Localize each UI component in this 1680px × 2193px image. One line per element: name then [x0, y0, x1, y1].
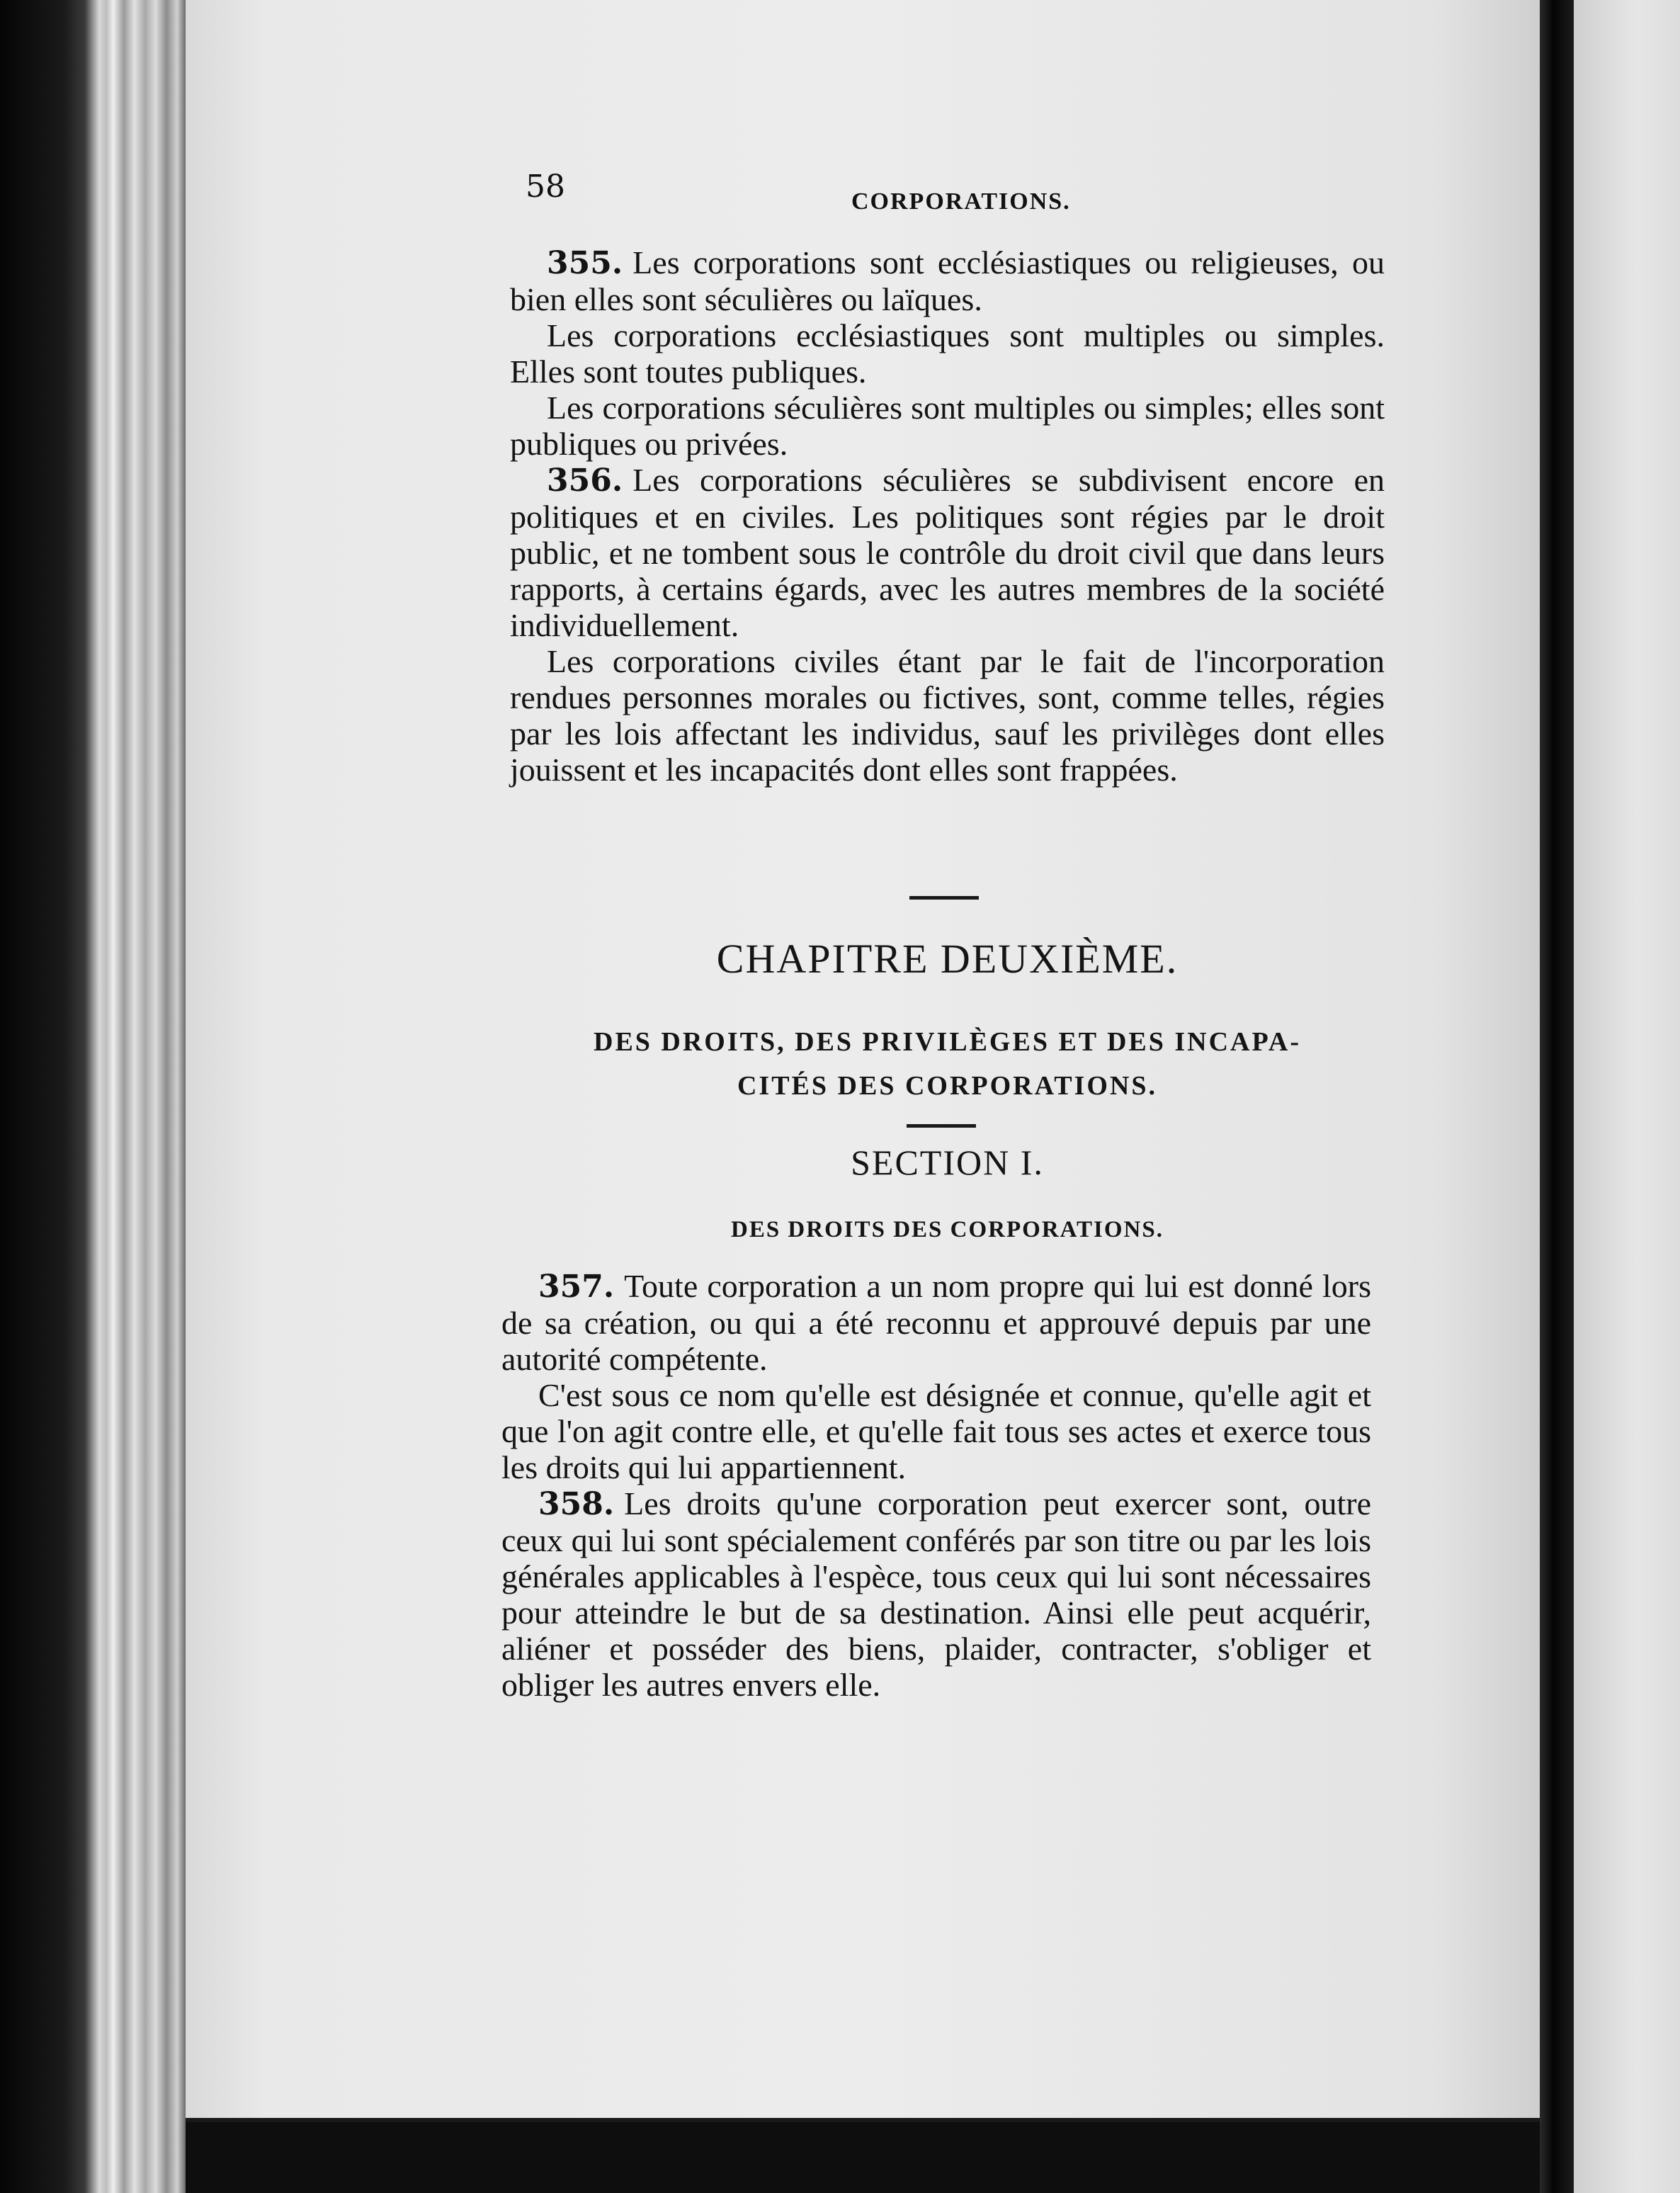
article-text: C'est sous ce nom qu'elle est désignée et connue, qu'elle agit et que l'on agit contre elle, et qu'elle fait tous ses actes et exerce tous les droits qui lui appartiennent. [501, 1377, 1371, 1485]
article-number: 356. [547, 463, 623, 499]
article-paragraph [510, 462, 1385, 643]
adjacent-page-sliver [1574, 0, 1680, 2193]
chapter-subtitle-line: DES DROITS, DES PRIVILÈGES ET DES INCAPA- [594, 1027, 1301, 1057]
section-subtitle: DES DROITS DES CORPORATIONS. [730, 1217, 1164, 1242]
article-text: Les corporations séculières sont multiples ou simples; elles sont publiques ou privées. [510, 390, 1385, 462]
book-edge-left [0, 0, 191, 2193]
running-head: CORPORATIONS. [851, 188, 1071, 215]
book-gutter-right [1540, 0, 1574, 2193]
article-paragraph [510, 643, 1385, 788]
chapter-subtitle-line: CITÉS DES CORPORATIONS. [737, 1071, 1158, 1101]
page-header [526, 169, 1383, 218]
page-bottom-shadow [186, 2122, 1540, 2193]
divider-rule [909, 896, 979, 900]
divider-rule [907, 1124, 976, 1128]
article-text: Les corporations civiles étant par le fait de l'incorporation rendues personnes morales ou fictives, sont, comme telles, régies par les lois affectant les individus, sauf les privilèges dont elles jouissent et les incapacités dont elles sont frappées. [510, 643, 1385, 788]
article-text: Les corporations sont ecclésiastiques ou religieuses, ou bien elles sont séculières ou laïques. [510, 244, 1385, 317]
chapter-subtitle [510, 1020, 1385, 1108]
article-paragraph [501, 1377, 1371, 1485]
articles-top [510, 244, 1385, 788]
article-number: 355. [547, 245, 623, 281]
article-paragraph [510, 317, 1385, 390]
article-number: 357. [538, 1269, 615, 1305]
article-paragraph [510, 390, 1385, 462]
article-number: 358. [538, 1486, 615, 1522]
section-title: SECTION I. [851, 1143, 1044, 1182]
article-text: Les corporations ecclésiastiques sont multiples ou simples. Elles sont toutes publiques. [510, 317, 1385, 390]
article-paragraph [510, 244, 1385, 317]
chapter-title: CHAPITRE DEUXIÈME. [716, 936, 1179, 982]
page-number: 58 [526, 169, 565, 205]
article-text: Les droits qu'une corporation peut exercer sont, outre ceux qui lui sont spécialement conférés par son titre ou par les lois générales applicables à l'espèce, tous ceux qui lui sont nécessaires pour atteindre le but de sa destination. Ainsi elle peut acquérir, aliéner et posséder des biens, plaider, contracter, s'obliger et obliger les autres envers elle. [501, 1485, 1371, 1703]
article-paragraph [501, 1485, 1371, 1703]
article-text: Toute corporation a un nom propre qui lui est donné lors de sa création, ou qui a été reconnu et approuvé depuis par une autorité compétente. [501, 1268, 1371, 1377]
article-text: Les corporations séculières se subdivisent encore en politiques et en civiles. Les politiques sont régies par le droit public, et ne tombent sous le contrôle du droit civil que dans leurs rapports, à certains égards, avec les autres membres de la société individuellement. [510, 462, 1385, 643]
articles-bottom [501, 1268, 1371, 1703]
article-paragraph [501, 1268, 1371, 1377]
